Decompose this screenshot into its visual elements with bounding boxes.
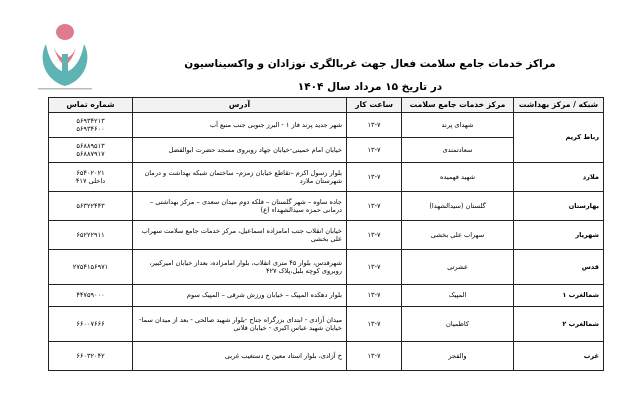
phone-cell — [49, 138, 133, 163]
phone-number: ۲۷۵۴۱۵۶۹۷۱ — [72, 262, 109, 271]
table-row — [49, 285, 604, 307]
center-cell: شهید فهمیده — [402, 163, 514, 192]
phone-extension: داخلی ۴۱۷ — [75, 177, 106, 185]
network-cell: رباط کریم — [514, 113, 604, 163]
table-row — [49, 221, 604, 250]
table-row — [49, 192, 604, 221]
phone-cell — [49, 342, 133, 371]
phone-number: ۵۶۹۳۴۲۱۳ — [76, 116, 105, 125]
table-row — [49, 163, 604, 192]
address-cell: شهر جدید پرند فاز ۱ - البرز جنوبی جنب منبع آب — [133, 113, 347, 138]
address-cell: بلوار دهکده المپیک – خیابان ورزش شرقی – المپیک سوم — [133, 285, 347, 307]
health-centers-table — [48, 97, 604, 371]
network-cell: شهریار — [514, 221, 604, 250]
column-header-hours: ساعت کار — [347, 98, 402, 113]
phone-cell — [49, 163, 133, 192]
page-subtitle: در تاریخ ۱۵ مرداد سال ۱۴۰۴ — [297, 81, 443, 93]
column-header-phone: شماره تماس — [49, 98, 133, 113]
phone-number: ۵۶۸۸۹۵۱۳ — [76, 141, 105, 150]
address-cell: خیابان امام خمینی-خیابان جهاد روبروی مسجد حضرت ابوالفضل — [133, 138, 347, 163]
phone-cell — [49, 285, 133, 307]
center-cell: والفجر — [402, 342, 514, 371]
phone-number: ۵۶۸۸۷۹۱۷ — [76, 150, 105, 158]
center-cell: کاظمیان — [402, 307, 514, 342]
network-cell: غرب — [514, 342, 604, 371]
center-cell: عشرتی — [402, 250, 514, 285]
center-cell: گلستان (سیدالشهدا) — [402, 192, 514, 221]
phone-number: ۵۶۹۳۴۶۰۰ — [76, 125, 105, 133]
hours-cell: ۱۳-۷ — [347, 138, 402, 163]
network-cell: ملارد — [514, 163, 604, 192]
hours-cell: ۱۳-۷ — [347, 307, 402, 342]
address-cell: بلوار رسول اکرم –تقاطع خیابان زمزم– ساختمان شبکه بهداشت و درمان شهرستان ملارد — [133, 163, 347, 192]
network-cell: بهارستان — [514, 192, 604, 221]
hours-cell: ۱۳-۷ — [347, 250, 402, 285]
phone-cell — [49, 250, 133, 285]
network-cell: شمالغرب ۱ — [514, 285, 604, 307]
center-cell: سعادتمندی — [402, 138, 514, 163]
network-cell: قدس — [514, 250, 604, 285]
phone-cell — [49, 221, 133, 250]
column-header-center: مرکز خدمات جامع سلامت — [402, 98, 514, 113]
table-row — [49, 307, 604, 342]
table-row — [49, 113, 604, 138]
column-header-network: شبکه / مرکز بهداشت — [514, 98, 604, 113]
phone-number: ۶۵۴۰۲۰۲۱ — [76, 168, 105, 177]
table-row — [49, 342, 604, 371]
center-cell: شهدای پرند — [402, 113, 514, 138]
phone-number: ۶۵۲۲۲۹۱۱ — [76, 230, 105, 239]
table-row — [49, 250, 604, 285]
phone-cell — [49, 307, 133, 342]
hours-cell: ۱۳-۷ — [347, 221, 402, 250]
address-cell: میدان آزادی - ابتدای بزرگراه جناح -بلوار شهید صالحی - بعد از میدان سما- خیابان شهید عباس اکبری - خیابان قلانی — [133, 307, 347, 342]
column-header-address: آدرس — [133, 98, 347, 113]
phone-number: ۶۶۰۳۲۰۴۲ — [76, 351, 105, 360]
hours-cell: ۱۳-۷ — [347, 113, 402, 138]
network-cell: شمالغرب ۲ — [514, 307, 604, 342]
hours-cell: ۱۳-۷ — [347, 192, 402, 221]
hours-cell: ۱۳-۷ — [347, 163, 402, 192]
hours-cell: ۱۳-۷ — [347, 342, 402, 371]
address-cell: جاده ساوه – شهر گلستان – فلکه دوم میدان سعدی – مرکز بهداشتی – درمانی حمزه سیدالشهداء (ع) — [133, 192, 347, 221]
address-cell: خ آزادی، بلوار استاد معین خ دستغیب غربی — [133, 342, 347, 371]
organization-logo — [30, 18, 100, 92]
address-cell: شهرقدس، بلوار ۴۵ متری انقلاب، بلوار امامزاده، بعداز خیابان امیرکبیر، روبروی کوچه بلبل،پلاک ۴۲۷ — [133, 250, 347, 285]
phone-number: ۶۶۰۰۷۶۶۶ — [76, 319, 105, 328]
hours-cell: ۱۳-۷ — [347, 285, 402, 307]
address-cell: خیابان انقلاب جنب امامزاده اسماعیل، مرکز خدمات جامع سلامت سهراب علی بخشی — [133, 221, 347, 250]
center-cell: سهراب علی بخشی — [402, 221, 514, 250]
table-header-row — [49, 98, 604, 113]
page-title: مراکز خدمات جامع سلامت فعال جهت غربالگری نوزادان و واکسیناسیون — [184, 58, 556, 70]
phone-number: ۴۴۷۵۹۰۰۰ — [76, 291, 105, 300]
center-cell: المپیک — [402, 285, 514, 307]
phone-cell — [49, 113, 133, 138]
phone-number: ۵۶۳۲۲۴۴۳ — [76, 201, 105, 210]
phone-cell — [49, 192, 133, 221]
